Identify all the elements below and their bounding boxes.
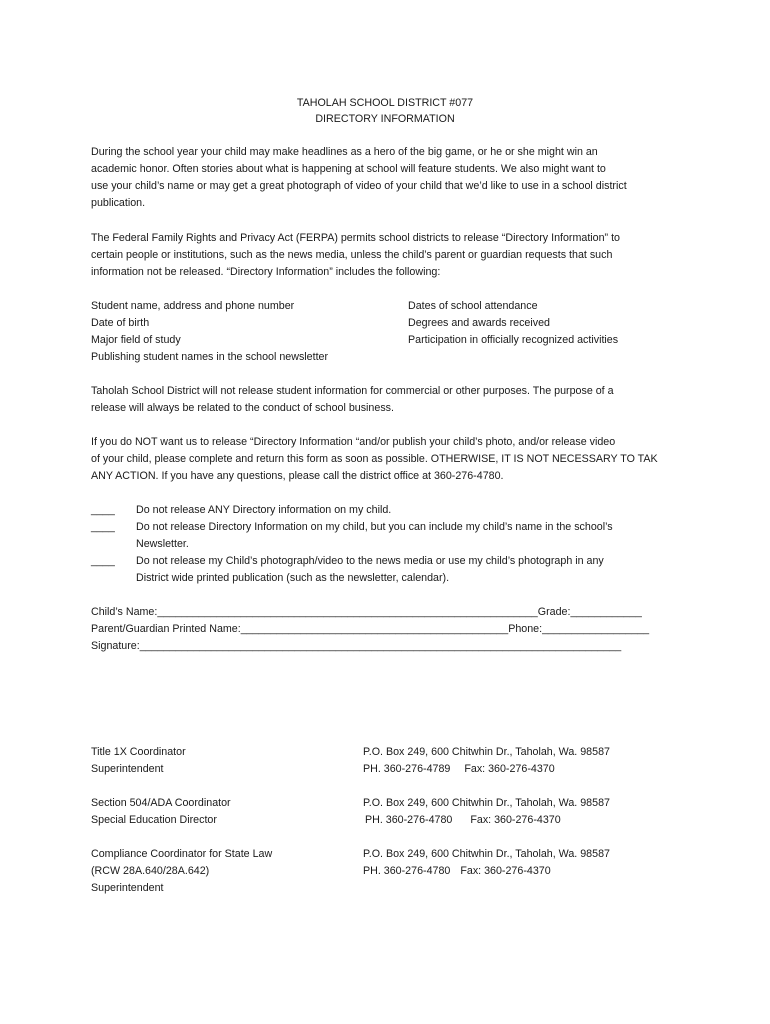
parent-name-field[interactable]: _____________________________________________ [240,623,509,635]
contact-address: P.O. Box 249, 600 Chitwhin Dr., Taholah, Wa. 98587 [363,797,610,809]
contact-fax: Fax: 360-276-4370 [460,865,551,877]
contact-address: P.O. Box 249, 600 Chitwhin Dr., Taholah, Wa. 98587 [363,746,610,758]
purpose-paragraph [91,383,681,417]
paragraph-line: The Federal Family Rights and Privacy Act (FERPA) permits school districts to release “Directory Information” to [91,232,620,244]
paragraph-line: information not be released. “Directory Information” includes the following: [91,266,441,278]
grade-field[interactable]: ____________ [570,606,642,618]
contact-role: Superintendent [91,763,164,775]
contact-2-roles [91,795,231,829]
option-line: Newsletter. [136,538,189,550]
paragraph-line: release will always be related to the conduct of school business. [91,402,394,414]
signature-field[interactable]: _________________________________________________________________________________ [139,640,622,652]
contact-1-roles [91,744,186,778]
contact-role: Compliance Coordinator for State Law [91,848,273,860]
paragraph-line: During the school year your child may make headlines as a hero of the big game, or he or she might win an [91,146,598,158]
paragraph-line: ANY ACTION. If you have any questions, please call the district office at 360-276-4780. [91,470,504,482]
option-text-1 [136,502,391,519]
option-blank-2[interactable]: ____ [91,521,115,533]
contact-3-roles [91,846,272,897]
paragraph-line: of your child, please complete and return this form as soon as possible. OTHERWISE, IT IS NOT NECESSARY TO TAK [91,453,658,465]
list-item: Major field of study [91,334,181,346]
paragraph-line: If you do NOT want us to release “Directory Information “and/or publish your child’s photo, and/or release video [91,436,616,448]
contact-role: Superintendent [91,882,164,894]
contact-role: (RCW 28A.640/28A.642) [91,865,210,877]
option-text-2 [136,519,613,553]
contact-address: P.O. Box 249, 600 Chitwhin Dr., Taholah, Wa. 98587 [363,848,610,860]
option-line: Do not release ANY Directory information on my child. [136,504,392,516]
contact-phone: PH. 360-276-4780 [363,865,451,877]
child-name-field[interactable]: ________________________________________________________________ [157,606,538,618]
list-item: Student name, address and phone number [91,300,295,312]
option-line: Do not release my Child’s photograph/video to the news media or use my child’s photograph in any [136,555,604,567]
parent-name-row [91,621,649,638]
contact-2-info [363,795,610,829]
directory-list-left [91,298,328,366]
contact-fax: Fax: 360-276-4370 [470,814,561,826]
paragraph-line: Taholah School District will not release student information for commercial or other purposes. The purpose of a [91,385,614,397]
contact-fax: Fax: 360-276-4370 [464,763,555,775]
paragraph-line: academic honor. Often stories about what is happening at school will feature students. We also might want to [91,163,606,175]
option-blank-3[interactable]: ____ [91,555,115,567]
list-item: Degrees and awards received [408,317,550,329]
phone-label: Phone: [508,623,543,635]
option-text-3 [136,553,604,587]
list-item: Dates of school attendance [408,300,538,312]
paragraph-line: certain people or institutions, such as the news media, unless the child’s parent or guardian requests that such [91,249,613,261]
instructions-paragraph [91,434,681,485]
contact-phone: PH. 360-276-4789 [363,763,451,775]
contact-3-info [363,846,610,880]
page-title: DIRECTORY INFORMATION [315,113,455,125]
parent-name-label: Parent/Guardian Printed Name: [91,623,241,635]
signature-label: Signature: [91,640,140,652]
contact-role: Title 1X Coordinator [91,746,186,758]
option-line: Do not release Directory Information on my child, but you can include my child’s name in the school’s [136,521,613,533]
paragraph-line: use your child’s name or may get a great photograph of video of your child that we’d like to use in a school district [91,180,627,192]
list-item: Participation in officially recognized activities [408,334,619,346]
contact-role: Section 504/ADA Coordinator [91,797,231,809]
phone-field[interactable]: __________________ [542,623,650,635]
ferpa-paragraph [91,230,681,281]
contact-role: Special Education Director [91,814,217,826]
intro-paragraph [91,144,681,212]
paragraph-line: publication. [91,197,146,209]
district-heading: TAHOLAH SCHOOL DISTRICT #077 [296,97,474,109]
option-line: District wide printed publication (such as the newsletter, calendar). [136,572,450,584]
child-name-row [91,604,642,621]
option-blank-1[interactable]: ____ [91,504,115,516]
child-name-label: Child’s Name: [91,606,158,618]
contact-phone: PH. 360-276-4780 [365,814,453,826]
signature-row [91,638,621,655]
grade-label: Grade: [537,606,571,618]
directory-list-right [408,298,618,349]
contact-1-info [363,744,610,778]
list-item: Date of birth [91,317,150,329]
list-item: Publishing student names in the school newsletter [91,351,329,363]
